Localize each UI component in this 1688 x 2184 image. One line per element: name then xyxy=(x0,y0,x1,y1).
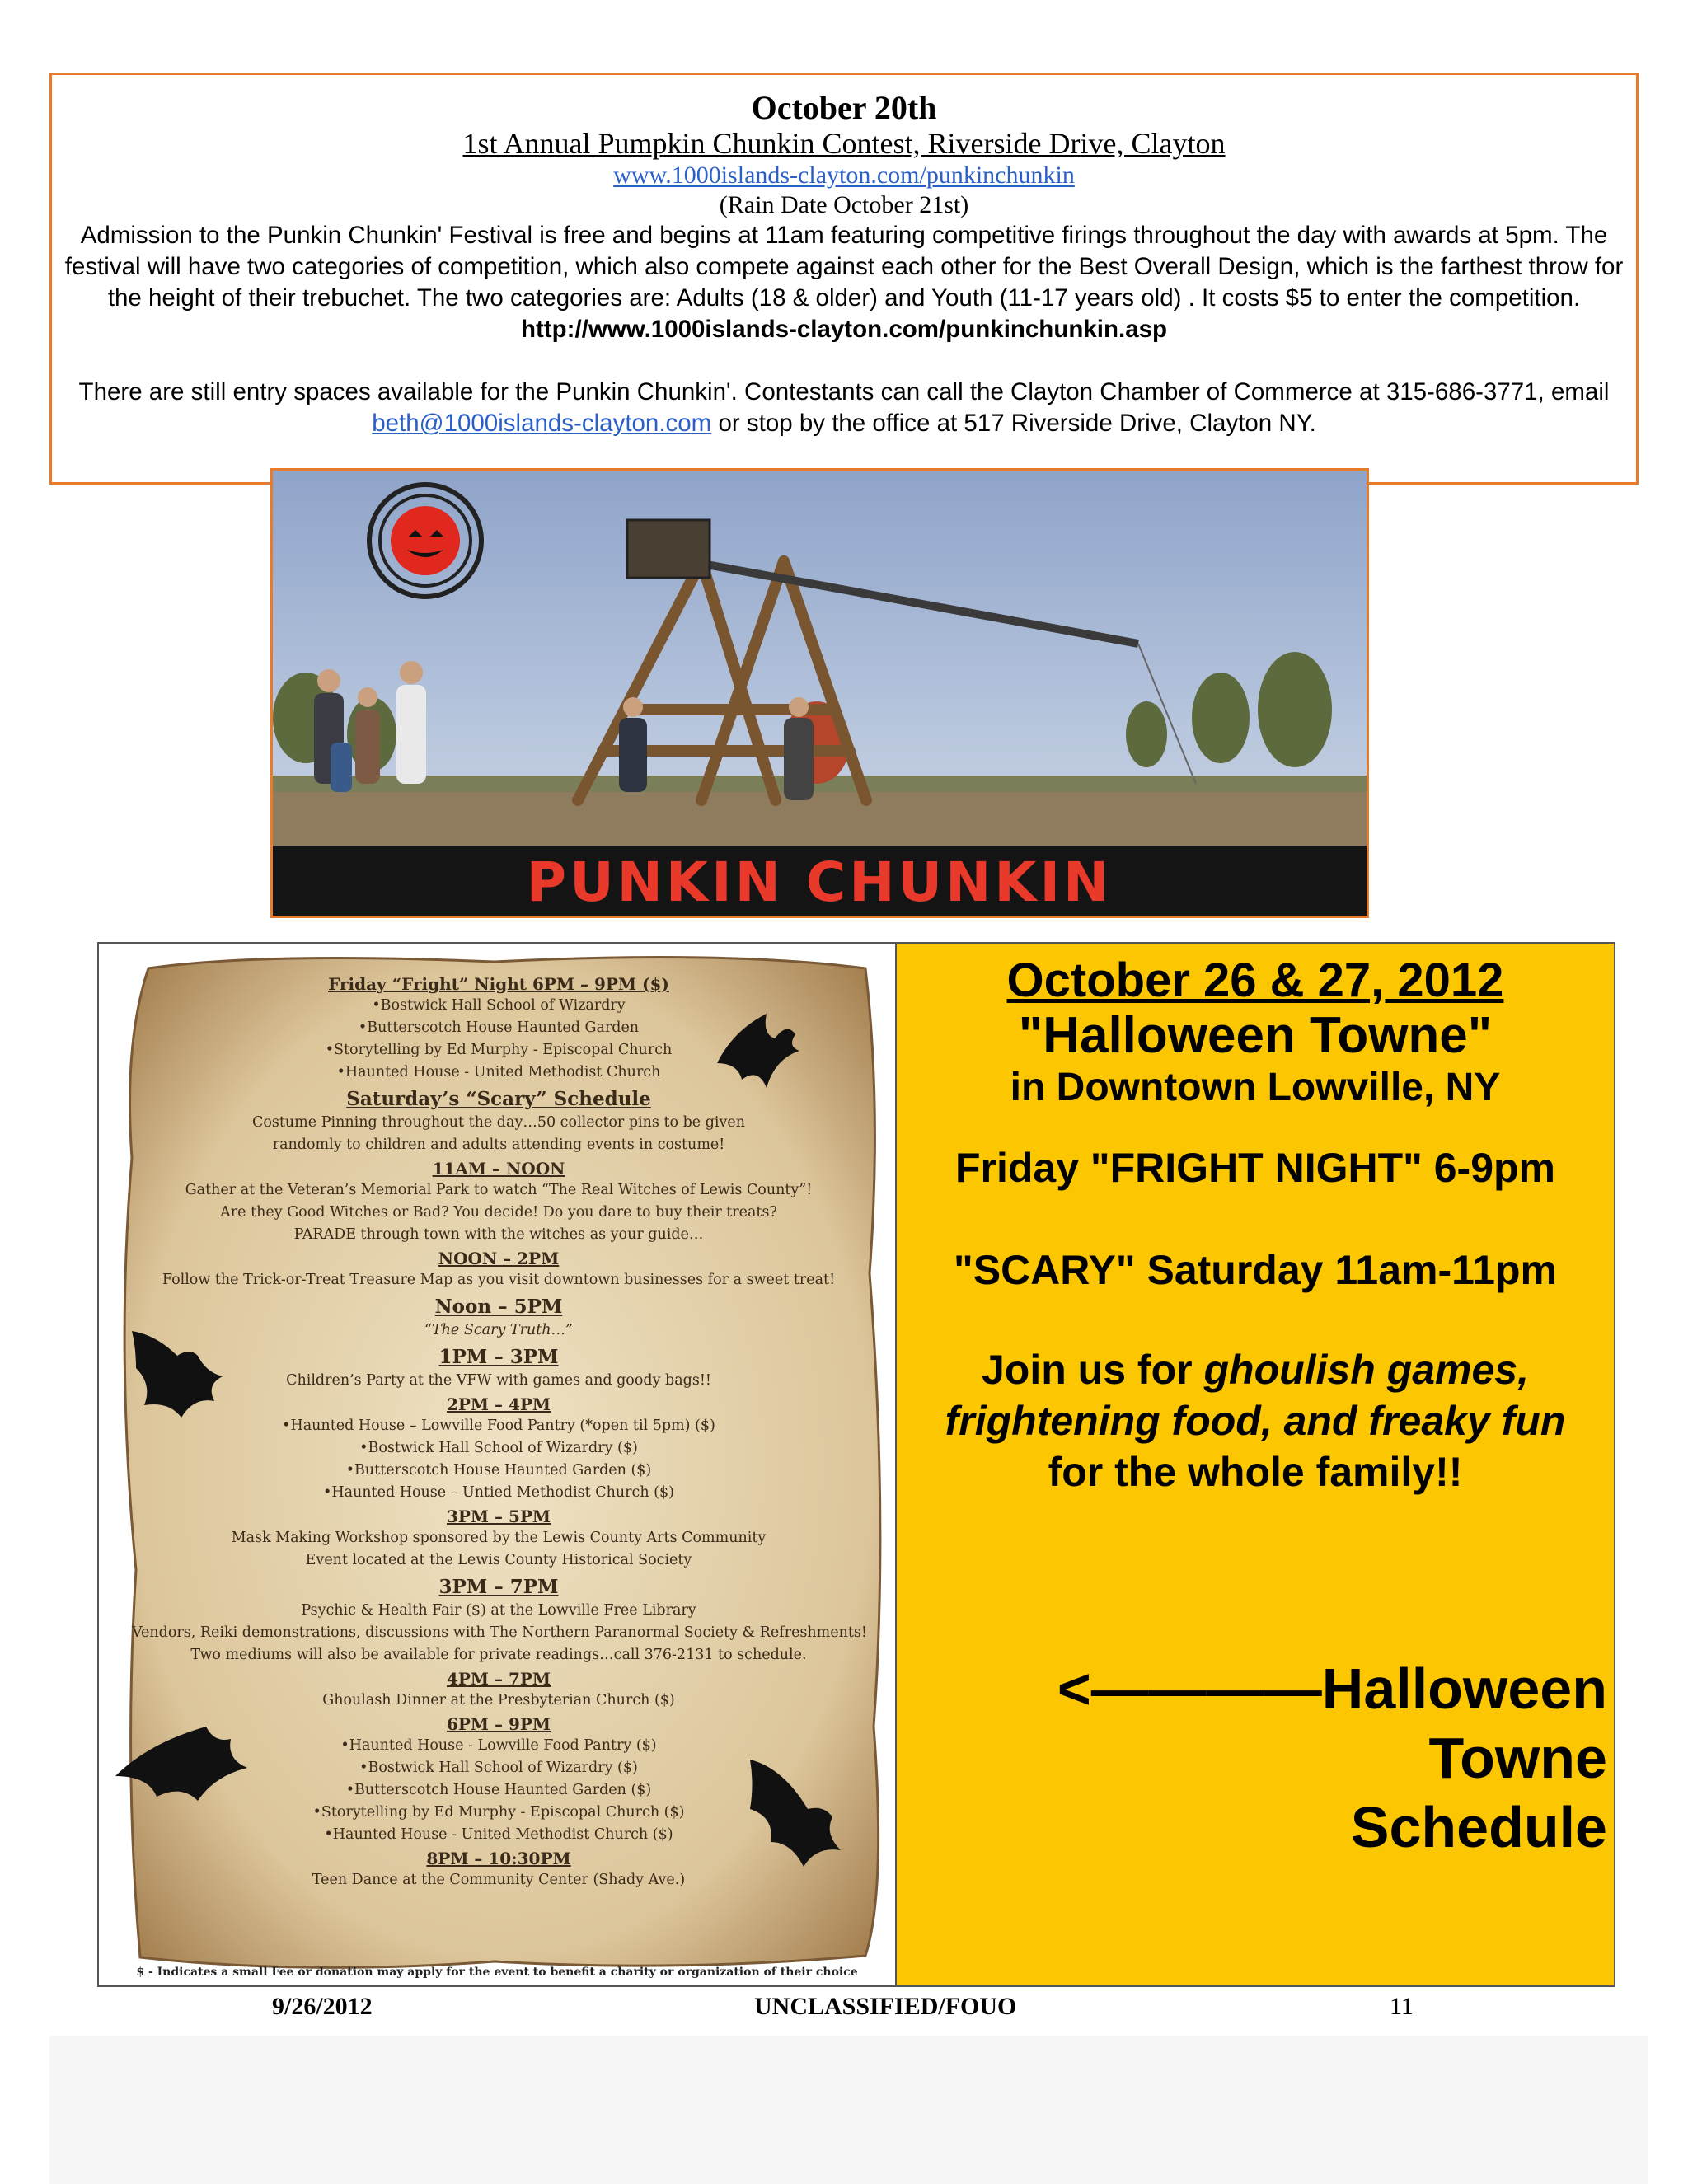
schedule-line: •Bostwick Hall School of Wizardry xyxy=(372,997,626,1014)
event-name: "Halloween Towne" xyxy=(1018,1007,1493,1064)
schedule-heading: 6PM – 9PM xyxy=(446,1714,551,1734)
rain-date: (Rain Date October 21st) xyxy=(719,191,969,218)
schedule-line: •Haunted House - United Methodist Church xyxy=(336,1064,661,1080)
schedule-line: randomly to children and adults attending events in costume! xyxy=(272,1137,725,1153)
schedule-line: •Butterscotch House Haunted Garden xyxy=(358,1019,640,1036)
punkin-chunkin-photo xyxy=(270,468,1369,918)
halloween-towne-panel xyxy=(895,944,1614,1985)
page-number: 11 xyxy=(1390,1993,1414,2020)
footer-classification: UNCLASSIFIED/FOUO xyxy=(754,1993,1017,2020)
schedule-heading: 4PM – 7PM xyxy=(446,1669,551,1689)
schedule-pointer xyxy=(897,1654,1614,1862)
description-url[interactable]: http://www.1000islands-clayton.com/punkinchunkin.asp xyxy=(520,316,1168,343)
page-footer xyxy=(0,1993,1688,2026)
entry-info xyxy=(60,377,1628,439)
contact-email-link[interactable]: beth@1000islands-clayton.com xyxy=(372,410,712,437)
schedule-line: •Bostwick Hall School of Wizardry ($) xyxy=(359,1440,638,1456)
schedule-line: Children’s Party at the VFW with games and goody bags!! xyxy=(286,1372,711,1389)
event-dates: October 26 & 27, 2012 xyxy=(1006,954,1504,1007)
schedule-line: PARADE through town with the witches as your guide… xyxy=(293,1226,704,1243)
schedule-heading: 11AM – NOON xyxy=(432,1159,565,1179)
schedule-line: Event located at the Lewis County Historical Society xyxy=(305,1552,692,1568)
halloween-towne-section xyxy=(97,942,1615,1987)
join-message xyxy=(897,1344,1614,1497)
arrow-line-2: Towne xyxy=(1428,1726,1607,1790)
event-title: 1st Annual Pumpkin Chunkin Contest, Riverside Drive, Clayton xyxy=(462,127,1226,160)
arrow-line-1: <————Halloween xyxy=(1057,1657,1607,1721)
schedule-heading: NOON – 2PM xyxy=(438,1249,560,1268)
banner-text: PUNKIN CHUNKIN xyxy=(526,851,1113,914)
schedule-line: •Haunted House - United Methodist Church ($) xyxy=(324,1826,673,1843)
schedule-heading: Saturday’s “Scary” Schedule xyxy=(346,1088,651,1110)
schedule-line: •Storytelling by Ed Murphy - Episcopal Church xyxy=(325,1042,673,1058)
saturday-hours: "SCARY" Saturday 11am-11pm xyxy=(954,1247,1557,1293)
schedule-line: •Haunted House – Lowville Food Pantry (*open til 5pm) ($) xyxy=(282,1418,715,1434)
schedule-line: Ghoulash Dinner at the Presbyterian Church ($) xyxy=(322,1692,675,1708)
join-suffix: for the whole family!! xyxy=(1048,1449,1463,1495)
schedule-line: •Butterscotch House Haunted Garden ($) xyxy=(345,1782,652,1798)
page-bottom-margin xyxy=(49,2036,1648,2184)
arrow-line-3: Schedule xyxy=(1350,1795,1607,1859)
schedule-line: Two mediums will also be available for private readings…call 376-2131 to schedule. xyxy=(190,1647,807,1663)
schedule-text xyxy=(132,972,865,1891)
join-italic: ghoulish games, frightening food, and freaky fun xyxy=(945,1347,1566,1444)
friday-hours: Friday "FRIGHT NIGHT" 6-9pm xyxy=(954,1145,1556,1191)
entry-info-text-end: or stop by the office at 517 Riverside Drive, Clayton NY. xyxy=(718,410,1316,437)
schedule-line: Psychic & Health Fair ($) at the Lowville Free Library xyxy=(301,1602,696,1619)
schedule-heading: 8PM – 10:30PM xyxy=(426,1849,571,1868)
join-prefix: Join us for xyxy=(982,1347,1193,1393)
schedule-line: •Butterscotch House Haunted Garden ($) xyxy=(345,1462,652,1479)
event-description xyxy=(60,220,1628,345)
schedule-line: Follow the Trick-or-Treat Treasure Map as you visit downtown businesses for a sweet treat! xyxy=(162,1272,836,1288)
schedule-heading: Friday “Fright” Night 6PM – 9PM ($) xyxy=(328,974,669,994)
schedule-line: Gather at the Veteran’s Memorial Park to watch “The Real Witches of Lewis County”! xyxy=(185,1182,813,1198)
schedule-line: “The Scary Truth…” xyxy=(424,1322,573,1338)
schedule-heading: 2PM – 4PM xyxy=(446,1394,551,1414)
schedule-line: Costume Pinning throughout the day…50 collector pins to be given xyxy=(251,1114,746,1131)
schedule-heading: 1PM – 3PM xyxy=(438,1346,559,1368)
description-text: Admission to the Punkin Chunkin' Festival is free and begins at 11am featuring competitive firings throughout the day with awards at 5pm. The festival will have two categories of competition, which also compete against each other for the Best Overall Design, which is the farthest throw for the height of their trebuchet. The two categories are: Adults (18 & older) and Youth (11-17 years old) . It costs $5 to enter the competition. xyxy=(64,222,1624,312)
event-location: in Downtown Lowville, NY xyxy=(1010,1066,1501,1109)
trebuchet-scene-image xyxy=(273,471,1367,916)
schedule-heading: Noon – 5PM xyxy=(434,1296,563,1318)
schedule-heading: 3PM – 5PM xyxy=(446,1507,551,1526)
schedule-line: Mask Making Workshop sponsored by the Lewis County Arts Community xyxy=(231,1530,767,1546)
entry-info-text: There are still entry spaces available for the Punkin Chunkin'. Contestants can call the Clayton Chamber of Commerce at 315-686-3771, email xyxy=(78,378,1610,405)
schedule-line: •Bostwick Hall School of Wizardry ($) xyxy=(359,1760,638,1776)
schedule-flyer xyxy=(99,944,895,1985)
event-link[interactable]: www.1000islands-clayton.com/punkinchunkin xyxy=(613,162,1075,189)
schedule-heading: 3PM – 7PM xyxy=(438,1576,559,1598)
fee-note: $ - Indicates a small Fee or donation may apply for the event to benefit a charity or organization of their choice xyxy=(136,1966,858,1979)
event-box-punkin-chunkin xyxy=(49,73,1639,485)
footer-date: 9/26/2012 xyxy=(272,1993,373,2020)
schedule-line: •Storytelling by Ed Murphy - Episcopal Church ($) xyxy=(312,1804,685,1821)
schedule-line: Vendors, Reiki demonstrations, discussions with The Northern Paranormal Society & Refreshments! xyxy=(132,1624,867,1641)
event-date: October 20th xyxy=(751,89,937,126)
schedule-line: •Haunted House - Lowville Food Pantry ($) xyxy=(340,1737,657,1754)
schedule-line: Teen Dance at the Community Center (Shady Ave.) xyxy=(312,1872,686,1888)
schedule-line: •Haunted House – Untied Methodist Church ($) xyxy=(323,1484,674,1501)
schedule-line: Are they Good Witches or Bad? You decide! Do you dare to buy their treats? xyxy=(220,1204,777,1221)
